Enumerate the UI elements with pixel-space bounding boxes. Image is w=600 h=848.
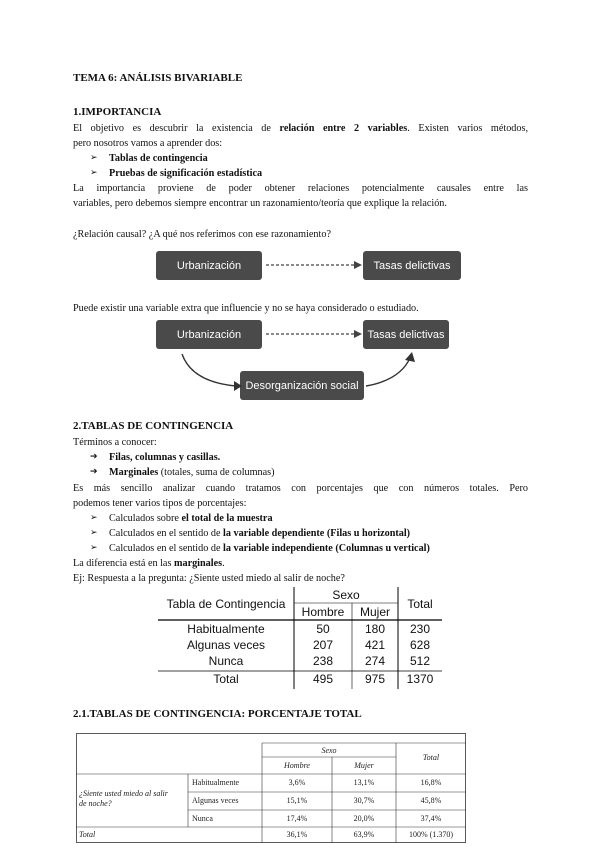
causal-question: ¿Relación causal? ¿A qué nos referimos con ese razonamiento? — [73, 229, 331, 240]
column-header: Total — [422, 753, 440, 762]
row-question-label: ¿Siente usted miedo al salir de noche? — [79, 789, 168, 808]
curved-arrow-icon — [360, 350, 420, 392]
table-row: Algunas veces 15,1% 30,7% 45,8% — [192, 796, 442, 805]
column-group-header: Sexo — [321, 746, 337, 755]
table-row: Total 36,1% 63,9% 100% (1.370) — [79, 830, 453, 839]
chevron-right-icon: ➢ — [90, 543, 98, 553]
extra-variable-text: Puede existir una variable extra que influencie y no se haya considerado o estudiado. — [73, 303, 419, 314]
diagram-node-desorganizacion-social: Desorganización social — [240, 371, 364, 400]
diagram-node-tasas-delictivas: Tasas delictivas — [363, 320, 449, 349]
diagram-node-urbanizacion: Urbanización — [156, 251, 262, 280]
column-group-header: Sexo — [332, 588, 360, 602]
section-2-1-heading: 2.1.TABLAS DE CONTINGENCIA: PORCENTAJE TOTAL — [73, 708, 362, 720]
chevron-right-icon: ➢ — [90, 528, 98, 538]
column-header: Hombre — [301, 605, 345, 619]
s2-paragraph-line-2: podemos tener varios tipos de porcentajes: — [73, 498, 247, 509]
arrow-right-icon: ➔ — [90, 467, 98, 477]
table-row: Habitualmente 3,6% 13,1% 16,8% — [192, 778, 442, 787]
terms-label: Términos a conocer: — [73, 437, 157, 448]
page-title: TEMA 6: ANÁLISIS BIVARIABLE — [73, 72, 243, 84]
s1-paragraph-2-line-2: variables, pero debemos siempre encontrar un razonamiento/teoría que explique la relación. — [73, 198, 447, 209]
curved-arrow-icon — [170, 350, 245, 392]
table-row: Algunas veces 207 421 628 — [186, 638, 431, 652]
s1-paragraph-2-line-1: La importancia proviene de poder obtener relaciones potencialmente causales entre las — [73, 183, 528, 194]
table-title: Tabla de Contingencia — [166, 597, 286, 611]
column-header: Hombre — [284, 761, 310, 770]
table-row: Nunca 238 274 512 — [208, 654, 431, 668]
contingency-table — [158, 587, 442, 689]
dashed-arrow-icon — [262, 327, 364, 341]
column-header: Mujer — [354, 761, 374, 770]
dashed-arrow-icon — [262, 258, 364, 272]
column-header: Total — [407, 597, 433, 611]
s1-paragraph-1-line-1: El objetivo es descubrir la existencia de relación entre 2 variables. Existen varios métodos, — [73, 123, 528, 134]
table-row: Habitualmente 50 180 230 — [187, 622, 431, 636]
s2-paragraph-line-1: Es más sencillo analizar cuando tratamos con porcentajes que con números totales. Pero — [73, 483, 528, 494]
chevron-right-icon: ➢ — [90, 153, 98, 163]
diagram-node-tasas-delictivas: Tasas delictivas — [363, 251, 461, 280]
chevron-right-icon: ➢ — [90, 168, 98, 178]
arrow-right-icon: ➔ — [90, 452, 98, 462]
difference-line: La diferencia está en las marginales. — [73, 558, 225, 569]
percentage-table — [76, 733, 466, 843]
example-line: Ej: Respuesta a la pregunta: ¿Siente usted miedo al salir de noche? — [73, 573, 345, 584]
s1-paragraph-1-line-2: pero nosotros vamos a aprender dos: — [73, 138, 223, 149]
table-row: Total 495 975 1370 — [213, 672, 434, 686]
table-row: Nunca 17,4% 20,0% 37,4% — [192, 814, 442, 823]
section-2-heading: 2.TABLAS DE CONTINGENCIA — [73, 420, 234, 432]
section-1-heading: 1.IMPORTANCIA — [73, 106, 162, 118]
diagram-node-urbanizacion: Urbanización — [156, 320, 262, 349]
chevron-right-icon: ➢ — [90, 513, 98, 523]
column-header: Mujer — [359, 605, 390, 619]
